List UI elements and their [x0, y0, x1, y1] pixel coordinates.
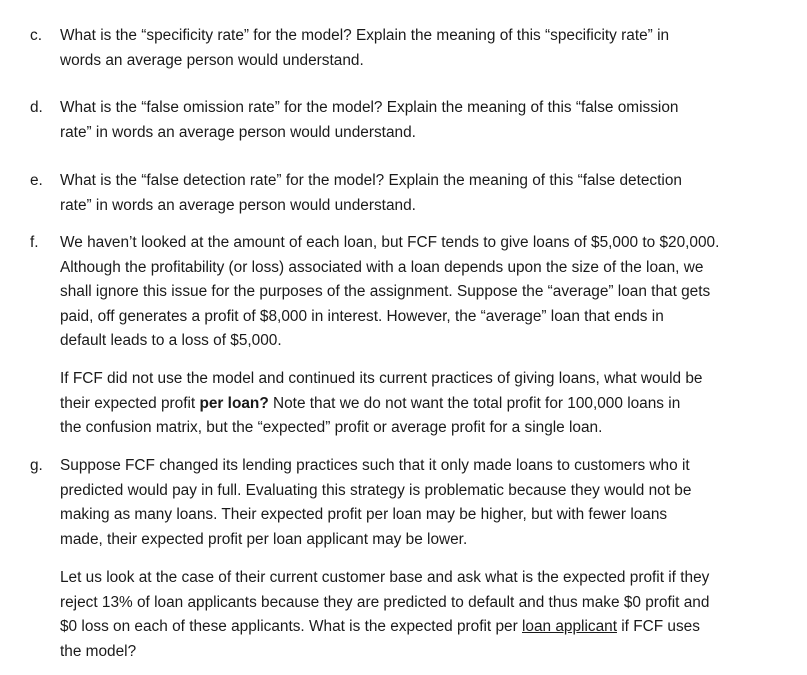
text-line: default leads to a loss of $5,000.	[60, 332, 282, 349]
text-line: If FCF did not use the model and continued its current practices of giving loans, what would be	[60, 370, 703, 387]
text-line: paid, off generates a profit of $8,000 in interest. However, the “average” loan that ends in	[60, 307, 664, 325]
text-line: rate” in words an average person would understand.	[60, 196, 416, 214]
text-segment: Note that we do not want the total profit for 100,000 loans in	[268, 394, 681, 412]
question-marker: c.	[30, 27, 42, 44]
question-text	[60, 96, 800, 145]
text-line	[60, 615, 800, 640]
question-marker: d.	[30, 99, 43, 116]
underlined-term: loan applicant	[522, 618, 617, 635]
question-marker: e.	[30, 172, 43, 189]
text-line: shall ignore this issue for the purposes of the assignment. Suppose the “average” loan that gets	[60, 283, 711, 300]
text-line: Let us look at the case of their current customer base and ask what is the expected profit if they	[60, 569, 710, 586]
text-segment: their expected profit	[60, 394, 200, 412]
text-line: making as many loans. Their expected profit per loan may be higher, but with fewer loans	[60, 506, 668, 523]
question-marker: f.	[30, 234, 39, 251]
text-line: the confusion matrix, but the “expected” profit or average profit for a single loan.	[60, 419, 603, 436]
text-line: words an average person would understand.	[60, 51, 364, 69]
text-line: rate” in words an average person would understand.	[60, 123, 416, 141]
question-text	[60, 367, 800, 441]
question-text	[60, 169, 800, 218]
text-segment: if FCF uses	[616, 618, 700, 635]
text-line: made, their expected profit per loan applicant may be lower.	[60, 530, 468, 548]
text-line: What is the “specificity rate” for the model? Explain the meaning of this “specificity rate” in	[60, 27, 670, 44]
text-line: Suppose FCF changed its lending practices such that it only made loans to customers who it	[60, 457, 690, 474]
text-line: Although the profitability (or loss) associated with a loan depends upon the size of the loan, we	[60, 258, 704, 276]
question-marker: g.	[30, 457, 43, 474]
question-text	[60, 566, 800, 664]
text-line	[60, 392, 800, 417]
text-line: predicted would pay in full. Evaluating this strategy is problematic because they would not be	[60, 481, 692, 499]
question-text	[60, 454, 800, 552]
bold-emphasis: per loan?	[199, 394, 269, 412]
text-segment: $0 loss on each of these applicants. What is the expected profit per	[60, 618, 522, 635]
text-line: the model?	[60, 642, 137, 660]
text-line: reject 13% of loan applicants because they are predicted to default and thus make $0 profit and	[60, 593, 710, 611]
text-line: What is the “false detection rate” for the model? Explain the meaning of this “false detection	[60, 172, 682, 189]
question-text	[60, 24, 800, 73]
question-text	[60, 231, 800, 354]
text-line: What is the “false omission rate” for the model? Explain the meaning of this “false omission	[60, 99, 679, 116]
text-line: We haven’t looked at the amount of each loan, but FCF tends to give loans of $5,000 to $20,000.	[60, 234, 720, 251]
